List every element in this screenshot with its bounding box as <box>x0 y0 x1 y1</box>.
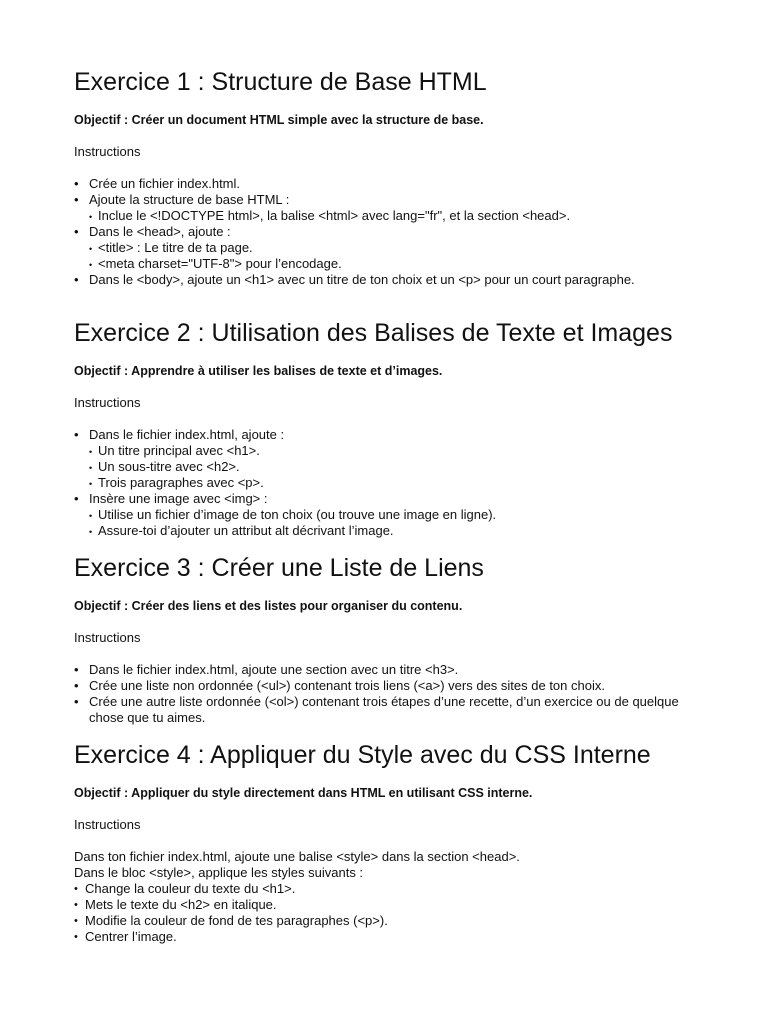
exercise-4-objective: Objectif : Appliquer du style directement dans HTML en utilisant CSS interne. <box>74 786 533 800</box>
list-item: • Inclue le <!DOCTYPE html>, la balise <html> avec lang="fr", et la section <head>. <box>89 208 734 224</box>
list-item: • <title> : Le titre de ta page. <box>89 240 734 256</box>
list-item: • Modifie la couleur de fond de tes paragraphes (<p>). <box>74 913 734 929</box>
list-item: • Trois paragraphes avec <p>. <box>89 475 734 491</box>
exercise-3-title: Exercice 3 : Créer une Liste de Liens <box>74 554 484 582</box>
list-item: • Mets le texte du <h2> en italique. <box>74 897 734 913</box>
list-item: • Crée une autre liste ordonnée (<ol>) contenant trois étapes d’une recette, d’un exercice ou de quelque chose que tu aimes. <box>74 694 694 726</box>
exercise-4-section <box>74 740 734 945</box>
exercise-2-instructions-label: Instructions <box>74 395 141 410</box>
exercise-2-title: Exercice 2 : Utilisation des Balises de Texte et Images <box>74 319 673 347</box>
list-item: • Centrer l’image. <box>74 929 734 945</box>
list-item: • Crée une liste non ordonnée (<ul>) contenant trois liens (<a>) vers des sites de ton choix. <box>74 678 694 694</box>
exercise-2-sublist-a <box>74 443 734 491</box>
exercise-1-instructions-label: Instructions <box>74 144 141 159</box>
exercise-4-intro-2: Dans le bloc <style>, applique les styles suivants : <box>74 865 364 880</box>
exercise-2-list-b <box>74 491 734 507</box>
list-item: • Crée un fichier index.html. <box>74 176 734 192</box>
exercise-1-section <box>74 67 734 288</box>
exercise-1-list-c <box>74 272 734 288</box>
list-item: • Dans le fichier index.html, ajoute une section avec un titre <h3>. <box>74 662 694 678</box>
exercise-1-list-b <box>74 224 734 240</box>
list-item: • Dans le fichier index.html, ajoute : <box>74 427 734 443</box>
exercise-4-list <box>74 881 734 945</box>
exercise-3-list <box>74 662 694 726</box>
exercise-2-section <box>74 318 734 539</box>
exercise-3-objective: Objectif : Créer des liens et des listes pour organiser du contenu. <box>74 599 463 613</box>
list-item-text: Ajoute la structure de base HTML : <box>89 192 290 207</box>
list-item: • Un sous-titre avec <h2>. <box>89 459 734 475</box>
exercise-1-sublist-a <box>74 208 734 224</box>
list-item: • Dans le <body>, ajoute un <h1> avec un titre de ton choix et un <p> pour un court paragraphe. <box>74 272 734 288</box>
exercise-2-list <box>74 427 734 443</box>
exercise-4-title: Exercice 4 : Appliquer du Style avec du CSS Interne <box>74 741 651 769</box>
exercise-3-instructions-label: Instructions <box>74 630 141 645</box>
exercise-1-sublist-b <box>74 240 734 272</box>
exercise-4-intro-1: Dans ton fichier index.html, ajoute une balise <style> dans la section <head>. <box>74 849 520 864</box>
list-item: • Assure-toi d’ajouter un attribut alt décrivant l’image. <box>89 523 734 539</box>
exercise-1-objective: Objectif : Créer un document HTML simple avec la structure de base. <box>74 113 484 127</box>
exercise-2-sublist-b <box>74 507 734 539</box>
exercise-1-list <box>74 176 734 208</box>
list-item: • Un titre principal avec <h1>. <box>89 443 734 459</box>
list-item: • <meta charset="UTF-8"> pour l’encodage. <box>89 256 734 272</box>
list-item: • Utilise un fichier d’image de ton choix (ou trouve une image en ligne). <box>89 507 734 523</box>
list-item: • Insère une image avec <img> : <box>74 491 734 507</box>
exercise-3-section <box>74 553 734 726</box>
exercise-1-title: Exercice 1 : Structure de Base HTML <box>74 68 487 96</box>
list-item <box>74 192 734 208</box>
list-item: • Dans le <head>, ajoute : <box>74 224 734 240</box>
list-item: • Change la couleur du texte du <h1>. <box>74 881 734 897</box>
exercise-2-objective: Objectif : Apprendre à utiliser les balises de texte et d’images. <box>74 364 443 378</box>
exercise-4-instructions-label: Instructions <box>74 817 141 832</box>
